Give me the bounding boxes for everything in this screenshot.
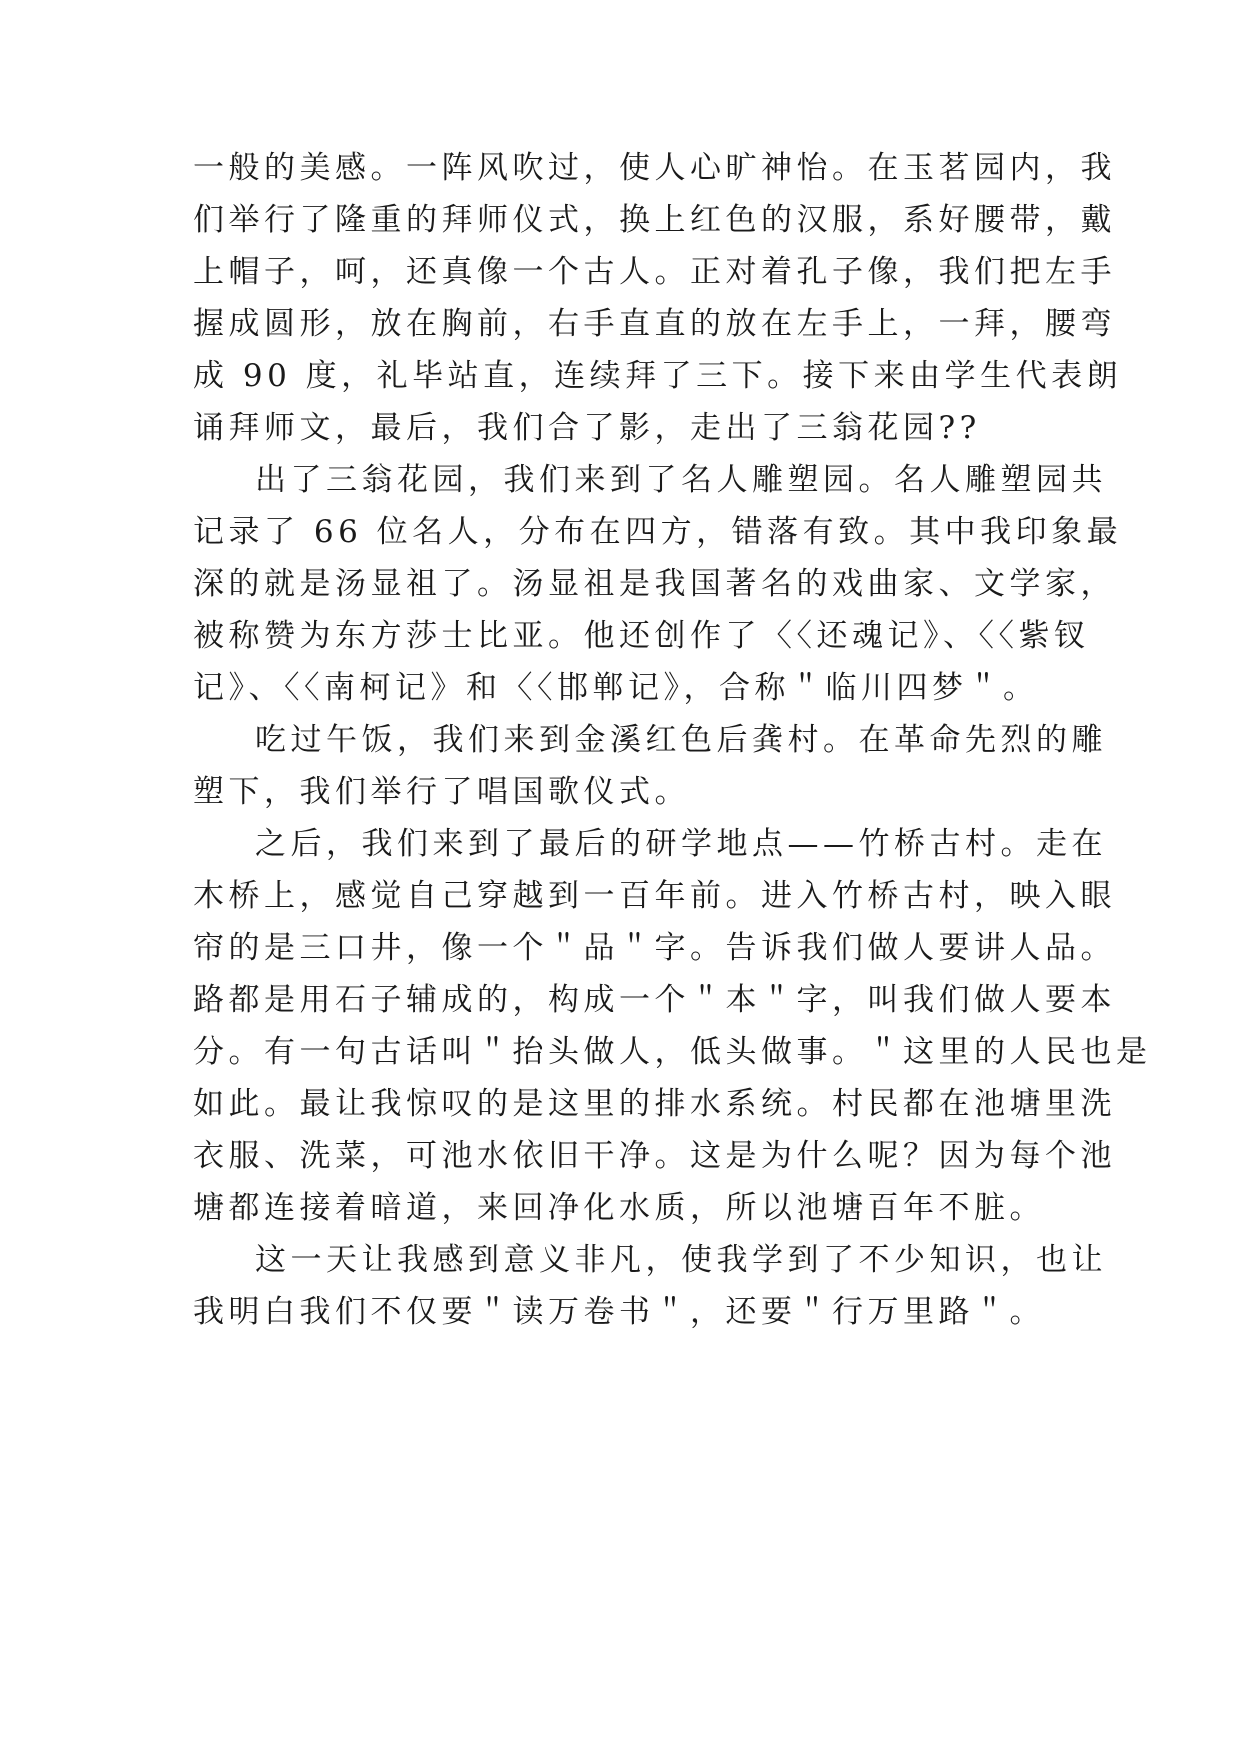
- text-line: 如此。最让我惊叹的是这里的排水系统。村民都在池塘里洗: [193, 1086, 1116, 1122]
- text-line: 上帽子，呵，还真像一个古人。正对着孔子像，我们把左手: [193, 254, 1116, 290]
- text-line: 一般的美感。一阵风吹过，使人心旷神怡。在玉茗园内，我: [193, 150, 1116, 186]
- text-line: 成 90 度，礼毕站直，连续拜了三下。接下来由学生代表朗: [193, 358, 1123, 394]
- text-line: 路都是用石子辅成的，构成一个＂本＂字，叫我们做人要本: [193, 982, 1116, 1018]
- text-line: 被称赞为东方莎士比亚。他还创作了〈〈还魂记》、〈〈紫钗: [193, 618, 1090, 654]
- paragraph-first-line: 之后，我们来到了最后的研学地点——竹桥古村。走在: [255, 826, 1107, 862]
- paragraph-first-line: 出了三翁花园，我们来到了名人雕塑园。名人雕塑园共: [255, 462, 1107, 498]
- text-line: 我明白我们不仅要＂读万卷书＂，还要＂行万里路＂。: [193, 1294, 1045, 1330]
- text-line: 记》、〈〈南柯记》和〈〈邯郸记》，合称＂临川四梦＂。: [193, 670, 1039, 706]
- text-line: 诵拜师文，最后，我们合了影，走出了三翁花园??: [193, 410, 981, 446]
- text-line: 深的就是汤显祖了。汤显祖是我国著名的戏曲家、文学家，: [193, 566, 1116, 602]
- paragraph-first-line: 吃过午饭，我们来到金溪红色后龚村。在革命先烈的雕: [255, 722, 1107, 758]
- text-line: 塑下，我们举行了唱国歌仪式。: [193, 774, 690, 810]
- text-line: 衣服、洗菜，可池水依旧干净。这是为什么呢？因为每个池: [193, 1138, 1116, 1174]
- paragraph-first-line: 这一天让我感到意义非凡，使我学到了不少知识，也让: [255, 1242, 1107, 1278]
- text-line: 分。有一句古话叫＂抬头做人，低头做事。＂这里的人民也是: [193, 1034, 1152, 1070]
- text-line: 帘的是三口井，像一个＂品＂字。告诉我们做人要讲人品。: [193, 930, 1116, 966]
- text-line: 们举行了隆重的拜师仪式，换上红色的汉服，系好腰带，戴: [193, 202, 1116, 238]
- text-line: 塘都连接着暗道，来回净化水质，所以池塘百年不脏。: [193, 1190, 1045, 1226]
- text-line: 记录了 66 位名人，分布在四方，错落有致。其中我印象最: [193, 514, 1123, 550]
- text-line: 握成圆形，放在胸前，右手直直的放在左手上，一拜，腰弯: [193, 306, 1116, 342]
- text-line: 木桥上，感觉自己穿越到一百年前。进入竹桥古村，映入眼: [193, 878, 1116, 914]
